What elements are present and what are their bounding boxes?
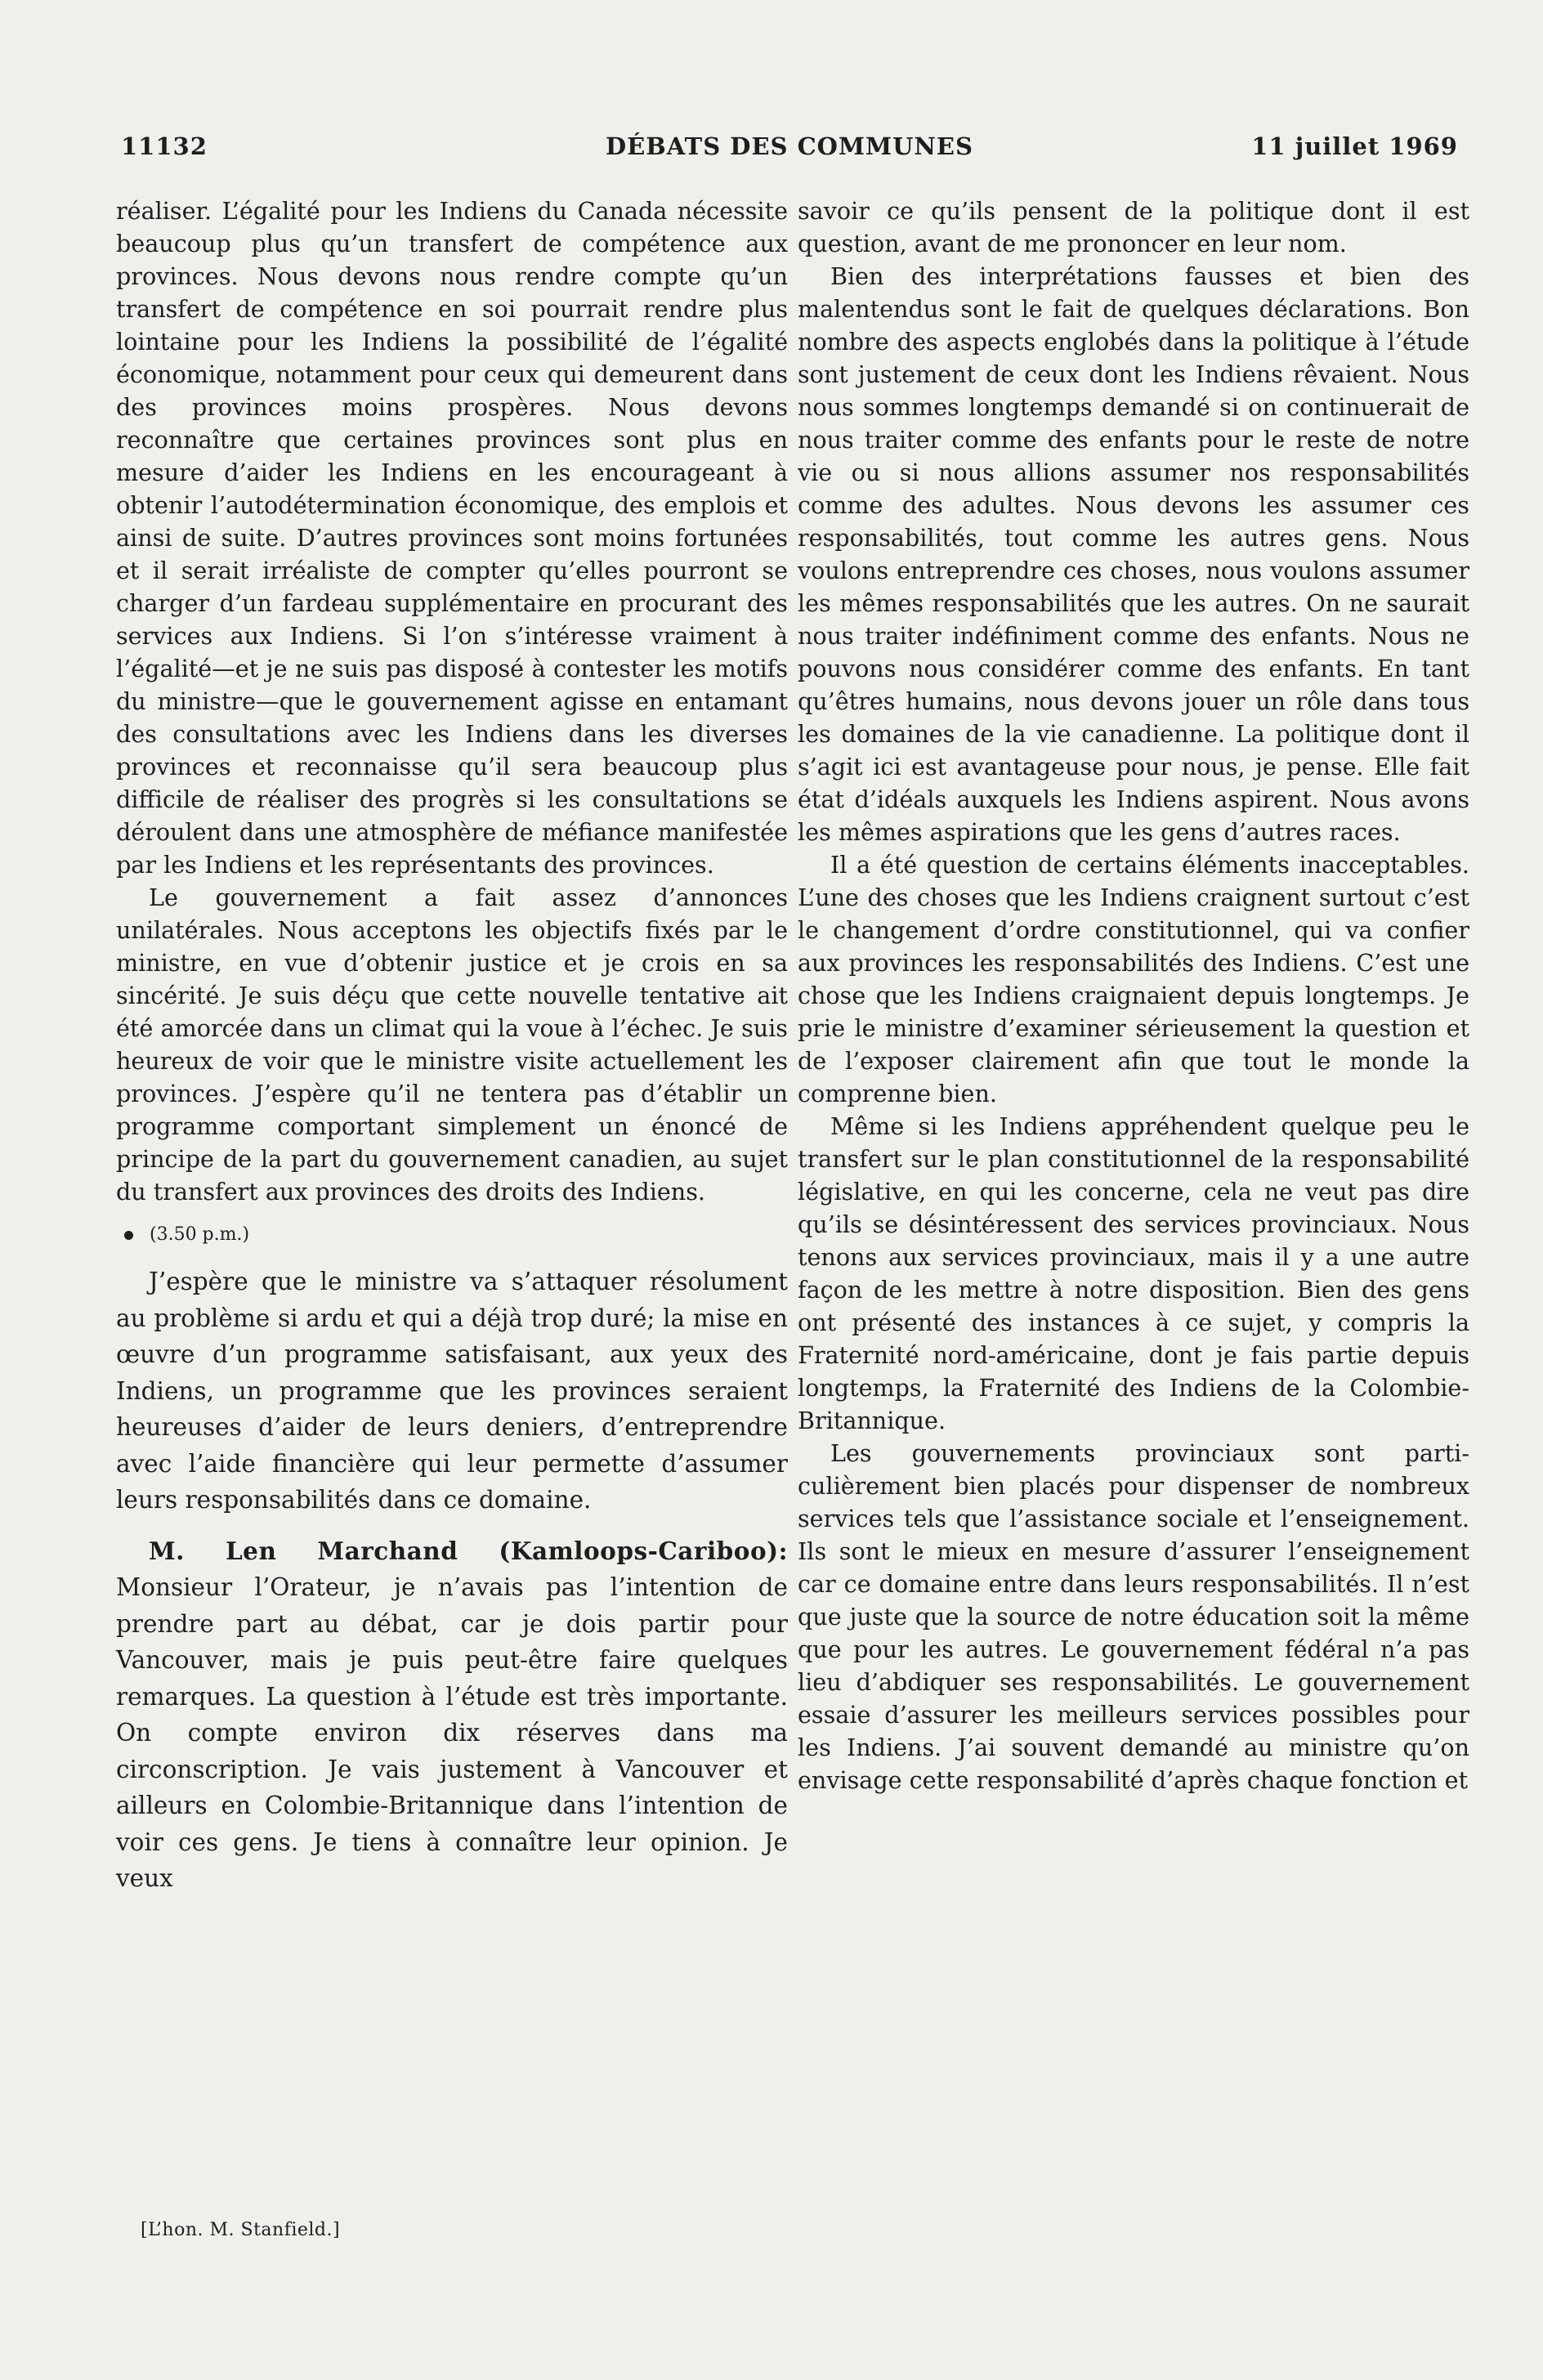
paragraph: Le gouvernement a fait assez d’annonces unilatérales. Nous acceptons les objectifs fixés par le ministre, en vue d’obtenir justice et je crois en sa sincérité. Je suis déçu que cette nouvelle tentative ait été amorcée dans un climat qui la voue à l’échec. Je suis heureux de voir que le ministre visite actuellement les provinces. J’espère qu’il ne tentera pas d’établir un programme comportant simplement un énoncé de principe de la part du gouvernement canadien, au sujet du transfert aux provinces des droits des Indiens. (116, 884, 788, 1206)
issue-date: 11 juillet 1969 (1251, 132, 1458, 160)
right-column (798, 195, 1469, 1796)
paragraph: Les gouvernements provinciaux sont particulièrement bien placés pour dispenser de nombreux services tels que l’assistance sociale et l’enseignement. Ils sont le mieux en mesure d’assurer l’enseignement car ce domaine entre dans leurs responsabilités. Il n’est que juste que la source de notre éducation soit la même que pour les autres. Le gouvernement fédéral n’a pas lieu d’abdiquer ses responsabilités. Le gouvernement essaie d’assurer les meilleurs services possibles pour les Indiens. J’ai souvent demandé au ministre qu’on envisage cette responsabilité d’après chaque fonction et (798, 1439, 1469, 1794)
paragraph: savoir ce qu’ils pensent de la politique dont il est question, avant de me prononcer en leur nom. (798, 197, 1469, 257)
left-column (116, 195, 788, 1897)
paragraph: réaliser. L’égalité pour les Indiens du Canada nécessite beaucoup plus qu’un transfert de compétence aux provinces. Nous devons nous rendre compte qu’un transfert de compétence en soi pourrait rendre plus lointaine pour les Indiens la possibilité de l’égalité économique, notamment pour ceux qui demeurent dans des provinces moins prospères. Nous devons reconnaître que certaines provinces sont plus en mesure d’aider les Indiens en les encourageant à obtenir l’autodétermination économique, des emplois et ainsi de suite. D’autres provinces sont moins fortunées et il serait irréaliste de compter qu’elles pourront se charger d’un fardeau supplémentaire en procurant des services aux Indiens. Si l’on s’intéresse vraiment à l’égalité—et je ne suis pas disposé à contester les motifs du ministre—que le gouvernement agisse en entamant des consultations avec les Indiens dans les diverses provinces et reconnaisse qu’il sera beaucoup plus difficile de réaliser des progrès si les consultations se déroulent dans une atmosphère de méfiance manifestée par les Indiens et les représentants des provinces. (116, 197, 788, 879)
time-marker (116, 1223, 788, 1247)
speaker-reference-footer: [L’hon. M. Stanfield.] (141, 2220, 341, 2240)
speaker-text: Monsieur l’Orateur, je n’avais pas l’intention de prendre part au débat, car je dois partir pour Vancouver, mais je puis peut-être faire quelques remarques. La question à l’étude est très importante. On compte environ dix réserves dans ma circonscription. Je vais justement à Vancouver et ailleurs en Colombie-Britannique dans l’intention de voir ces gens. Je tiens à connaître leur opinion. Je veux (116, 1573, 788, 1892)
paragraph: J’espère que le ministre va s’attaquer résolument au problème si ardu et qui a déjà trop duré; la mise en œuvre d’un programme satisfaisant, aux yeux des Indiens, un programme que les provinces seraient heureuses d’aider de leurs deniers, d’entreprendre avec l’aide financière qui leur permette d’assumer leurs responsabilités dans ce domaine. (116, 1268, 788, 1514)
paragraph: Bien des interprétations fausses et bien des malentendus sont le fait de quelques déclarations. Bon nombre des aspects englobés dans la politique à l’étude sont justement de ceux dont les Indiens rêvaient. Nous nous sommes longtemps demandé si on continuerait de nous traiter comme des enfants pour le reste de notre vie ou si nous allions assumer nos responsabilités comme des adultes. Nous devons les assumer ces responsabilités, tout comme les autres gens. Nous voulons entreprendre ces choses, nous voulons assumer les mêmes responsabilités que les autres. On ne saurait nous traiter indéfiniment comme des enfants. Nous ne pouvons nous considérer comme des enfants. En tant qu’êtres humains, nous devons jouer un rôle dans tous les domaines de la vie canadienne. La politique dont il s’agit ici est avantageuse pour nous, je pense. Elle fait état d’idéals auxquels les Indiens aspirent. Nous avons les mêmes aspirations que les gens d’autres races. (798, 262, 1469, 846)
publication-title: DÉBATS DES COMMUNES (606, 132, 973, 160)
page-header (121, 132, 1458, 173)
page-number: 11132 (121, 132, 208, 160)
time-marker-label: (3.50 p.m.) (150, 1224, 250, 1245)
speaker-paragraph (116, 1533, 788, 1897)
speaker-name: M. Len Marchand (Kamloops-Cariboo): (149, 1536, 788, 1565)
paragraph: Il a été question de certains éléments inacceptables. L’une des choses que les Indiens craignent surtout c’est le changement d’ordre constitutionnel, qui va confier aux provinces les responsabilités des Indiens. C’est une chose que les Indiens craignaient depuis longtemps. Je prie le ministre d’examiner sérieusement la question et de l’exposer clairement afin que tout le monde la comprenne bien. (798, 851, 1469, 1107)
bullet-icon (124, 1231, 133, 1240)
paragraph: Même si les Indiens appréhendent quelque peu le transfert sur le plan constitutionnel de la responsabilité législative, en qui les concerne, cela ne veut pas dire qu’ils se désintéressent des services provinciaux. Nous tenons aux services provinciaux, mais il y a une autre façon de les mettre à notre disposition. Bien des gens ont présenté des instances à ce sujet, y compris la Fraternité nord-américaine, dont je fais partie depuis longtemps, la Fraternité des Indiens de la Colombie-Britannique. (798, 1112, 1469, 1434)
